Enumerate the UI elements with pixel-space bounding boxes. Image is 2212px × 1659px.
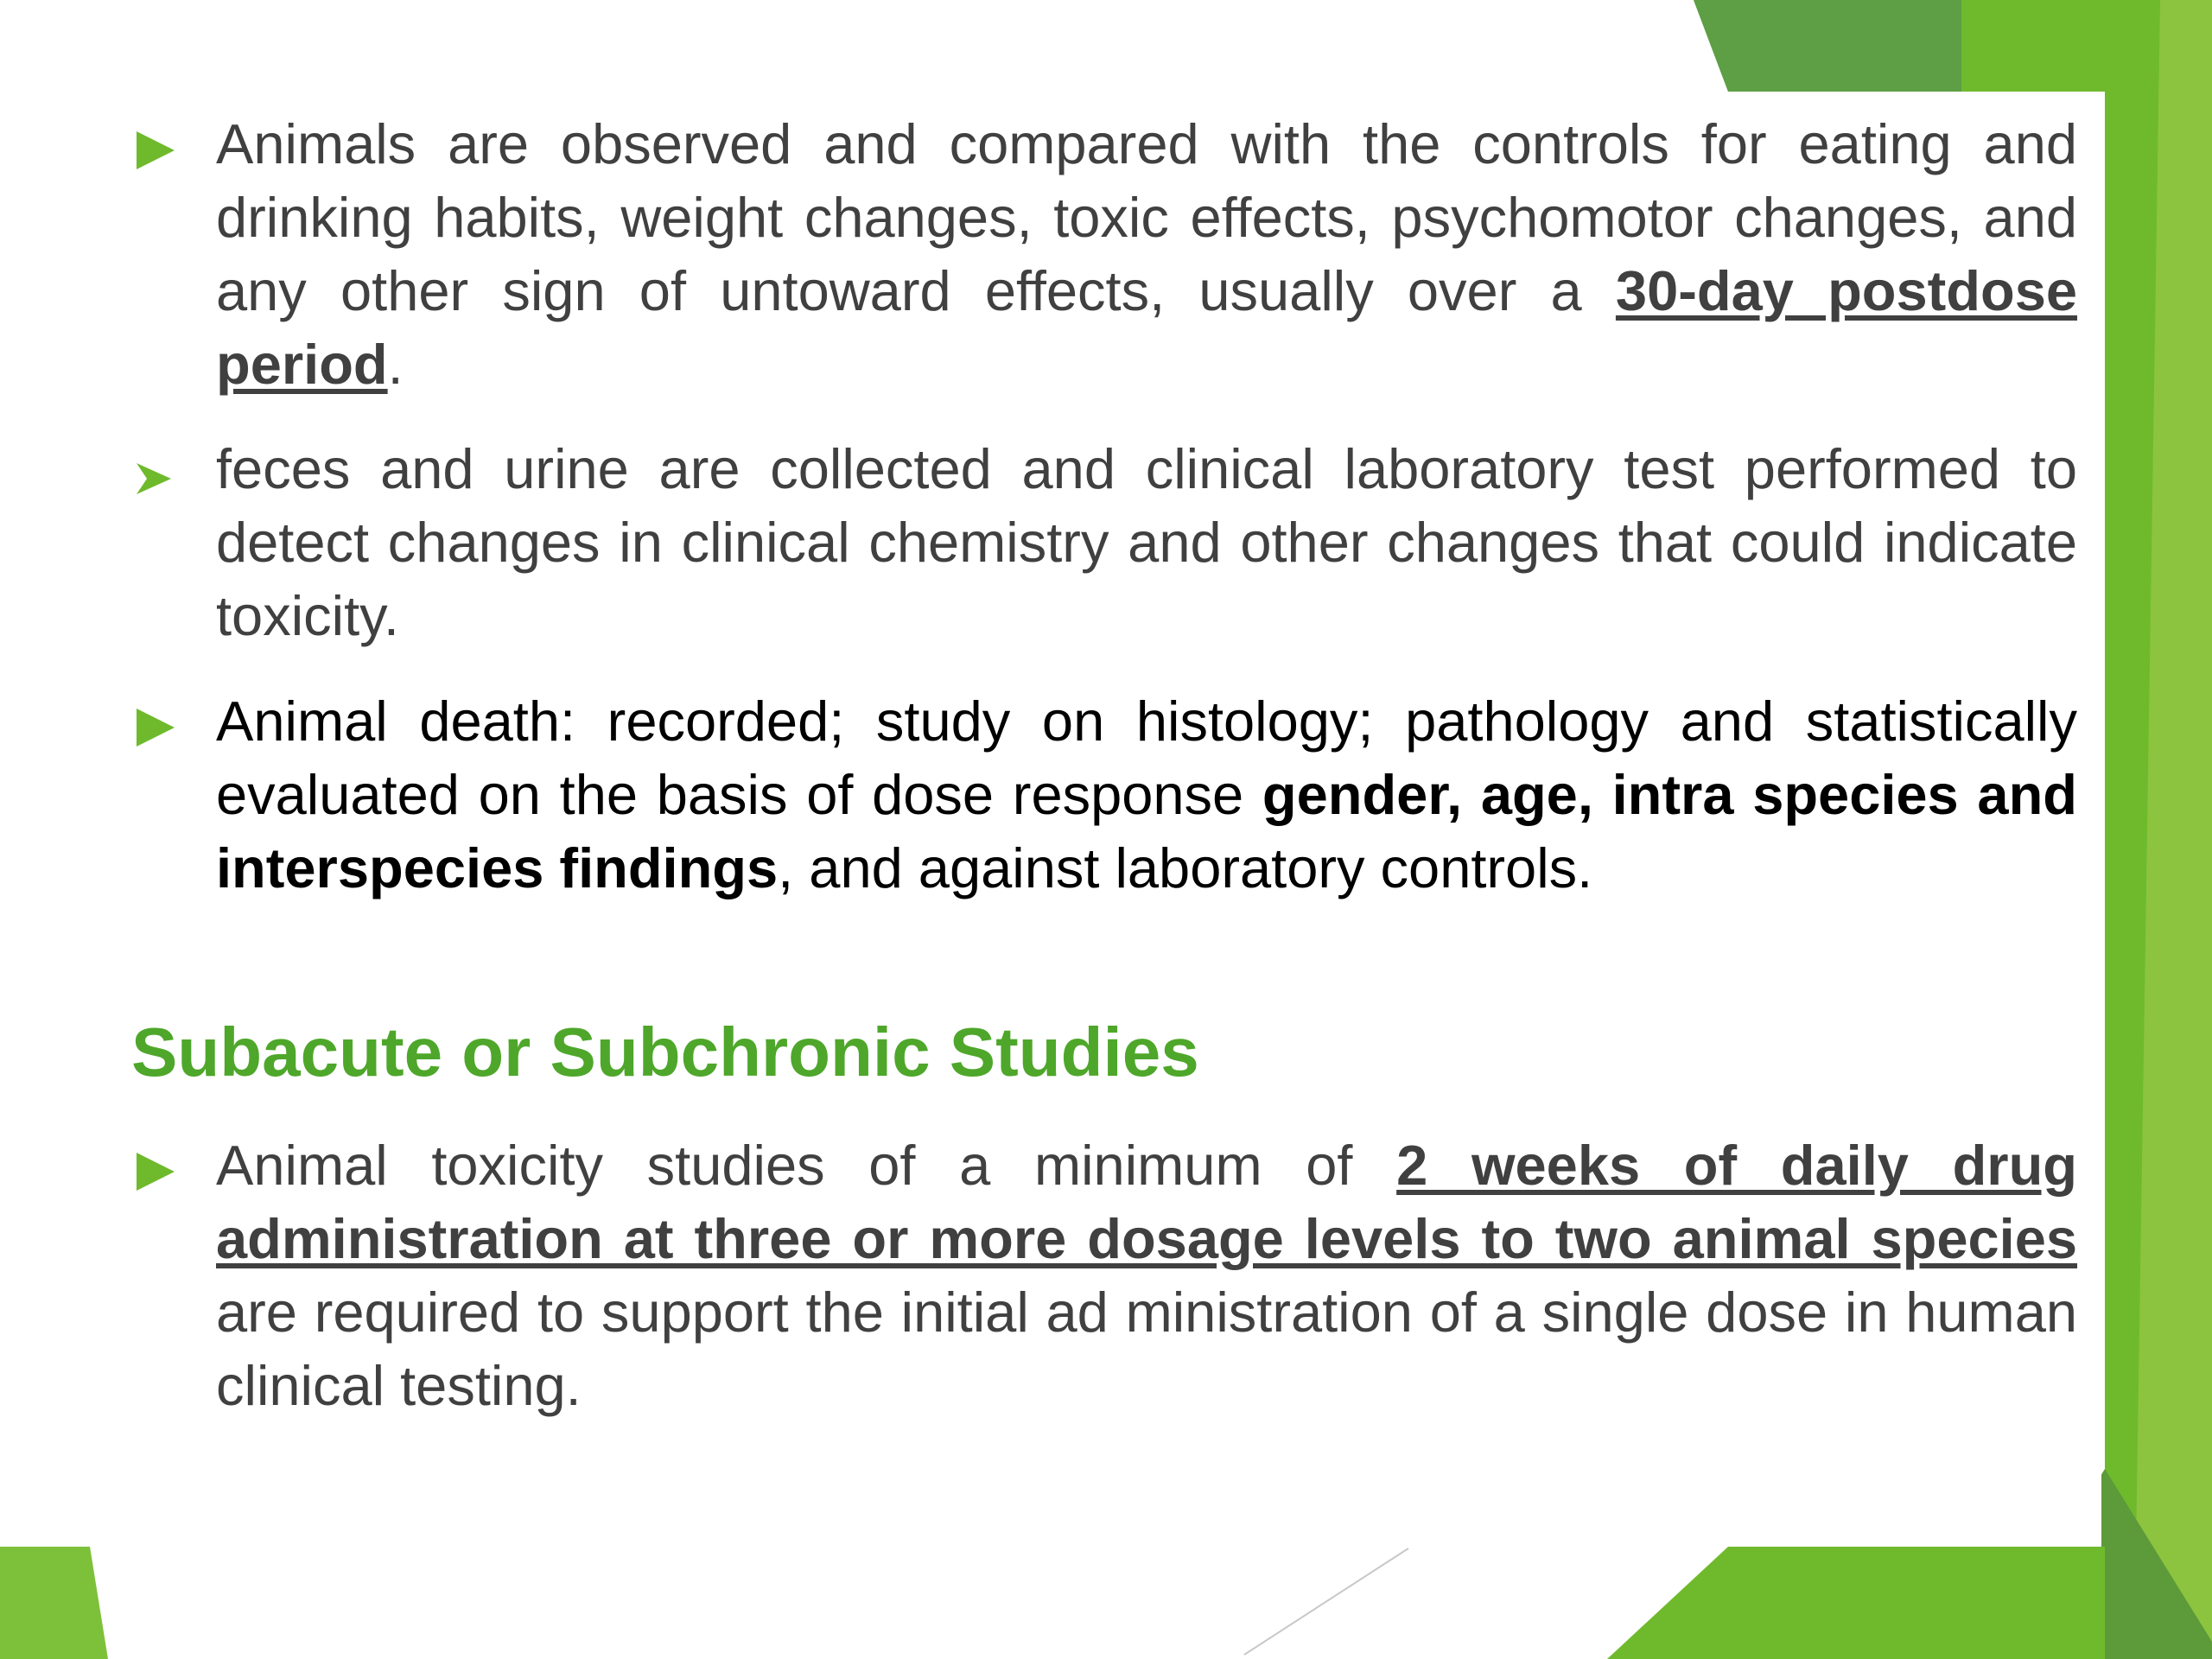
arrowhead-bullet-icon [130, 453, 181, 505]
bullet-text: Animal death: recorded; study on histology; pathology and statistically evaluated on the basis of dose response gender, age, intra species and interspecies findings, and against laboratory controls. [216, 690, 2077, 899]
bullet-text: Animals are observed and compared with the controls for eating and drinking habits, weight changes, toxic effects, psychomotor changes, and any other sign of untoward effects, usually over a 30-day postdose period. [216, 112, 2077, 396]
bullet-text: Animal toxicity studies of a minimum of 2 weeks of daily drug administration at three or more dosage levels to two animal species are required to support the initial ad ministration of a single dose in human clinical testing. [216, 1134, 2077, 1417]
emphasis-text: 2 weeks of daily drug administration at three or more dosage levels to two animal species [216, 1134, 2077, 1270]
bullet-item [130, 107, 2077, 401]
bullet-item [130, 1128, 2077, 1422]
triangle-bullet-icon [130, 1146, 181, 1198]
emphasis-text: 30-day postdose period [216, 259, 2077, 396]
triangle-bullet-icon [130, 124, 181, 176]
bullet-text: feces and urine are collected and clinical laboratory test performed to detect changes in clinical chemistry and other changes that could indicate toxicity. [216, 437, 2077, 647]
section-heading: Subacute or Subchronic Studies [131, 1014, 1199, 1090]
bullet-item [130, 684, 2077, 905]
emphasis-text: gender, age, intra species and interspecies findings [216, 763, 2077, 899]
bullet-item [130, 432, 2077, 652]
triangle-bullet-icon [130, 702, 181, 753]
